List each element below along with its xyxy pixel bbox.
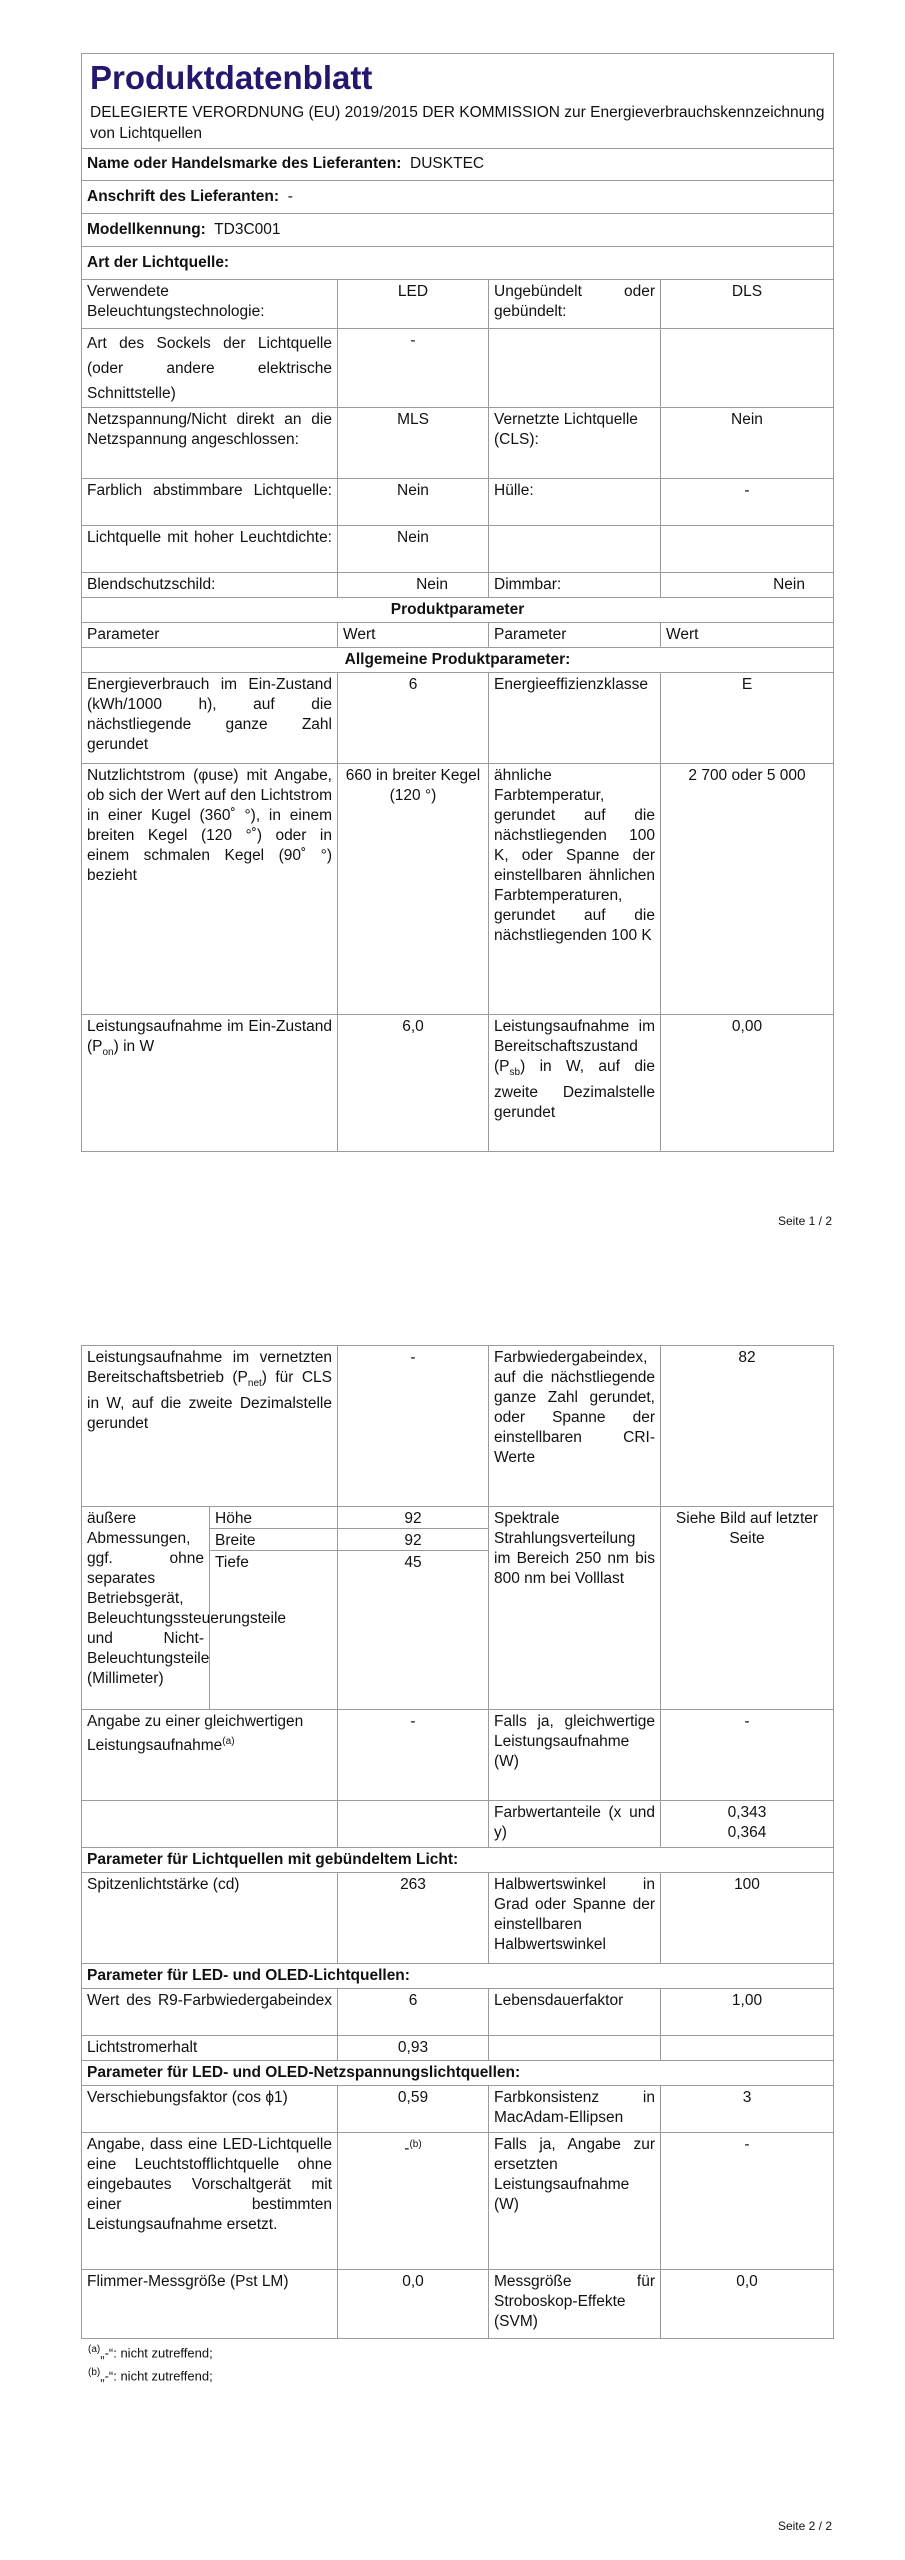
page-number: Seite 2 / 2 — [777, 2519, 832, 2533]
spectral-distribution-label: Spektrale Strahlungsverteilung im Bereich 250 nm bis 800 nm bei Volllast — [489, 1507, 661, 1709]
useful-flux-value: 660 in breiter Kegel (120 °) — [338, 764, 489, 1014]
equivalent-power-watts-value: - — [744, 1713, 750, 1730]
beam-angle-label: Halbwertswinkel in Grad oder Spanne der einstellbaren Halbwertswinkel — [489, 1873, 661, 1963]
row-value: MLS — [338, 408, 489, 478]
light-source-row — [82, 280, 833, 329]
replacement-row — [82, 2133, 833, 2270]
flicker-row — [82, 2270, 833, 2339]
row-value: LED — [338, 280, 489, 328]
datasheet-table-page-2 — [81, 1345, 834, 2339]
survival-factor-value: 1,00 — [731, 1992, 763, 2009]
model-row — [82, 214, 833, 247]
r9-value: 6 — [338, 1989, 489, 2035]
cri-label: Farbwiedergabeindex, auf die nächstliegende ganze Zahl gerundet, oder Spanne der einstellbaren CRI-Werte — [489, 1346, 661, 1506]
product-params-heading: Produktparameter — [390, 601, 525, 618]
footnote-a — [88, 2340, 213, 2363]
chromaticity-empty-2 — [338, 1801, 489, 1847]
replaced-power-value: - — [744, 2136, 750, 2153]
on-mode-power-subscript: on — [102, 1047, 114, 1059]
dimensions-label: äußere Abmessungen, ggf. ohne separates Betriebsgerät, Beleuchtungssteuerungsteile und Nicht-Beleuchtungsteile (Millimeter) — [82, 1507, 210, 1709]
row-value: Nein — [338, 479, 489, 525]
chromaticity-x: 0,343 — [727, 1804, 767, 1821]
general-params-heading: Allgemeine Produktparameter: — [344, 651, 571, 668]
networked-standby-text-2: ) für CLS in W, auf die zweite Dezimalstelle gerundet — [87, 1369, 332, 1433]
lumen-maintenance-empty-2 — [661, 2036, 833, 2060]
stroboscopic-label: Messgröße für Stroboskop-Effekte (SVM) — [489, 2270, 661, 2338]
equivalent-power-row — [82, 1710, 833, 1801]
r9-label: Wert des R9-Farbwiedergabeindex — [82, 1989, 338, 2035]
peak-intensity-value: 263 — [338, 1873, 489, 1963]
row-label-2: Vernetzte Lichtquelle (CLS): — [489, 408, 661, 478]
row-label-2 — [489, 329, 661, 407]
general-params-heading-row — [82, 648, 833, 673]
width-value: 92 — [338, 1529, 488, 1551]
equivalent-power-text: Angabe zu einer gleichwertigen Leistungsaufnahme — [87, 1713, 304, 1755]
row-label-2: Dimmbar: — [489, 573, 661, 597]
row-value: - — [338, 329, 489, 407]
flicker-value: 0,0 — [338, 2270, 489, 2338]
footnote-a-mark: (a) — [88, 2344, 101, 2355]
model-value: TD3C001 — [214, 221, 281, 238]
product-params-heading-row — [82, 598, 833, 623]
mains-heading: Parameter für LED- und OLED-Netzspannungslichtquellen: — [87, 2064, 521, 2081]
dimensions-values — [338, 1507, 489, 1709]
col-header-param-2: Parameter — [489, 623, 661, 647]
chromaticity-row — [82, 1801, 833, 1848]
row-value-2: - — [744, 482, 750, 499]
row-label: Farblich abstimmbare Lichtquelle: — [82, 479, 338, 525]
beam-angle-value: 100 — [734, 1876, 760, 1893]
replacement-claim-value — [338, 2133, 489, 2269]
equivalent-power-watts-label: Falls ja, gleichwertige Leistungsaufnahme (W) — [489, 1710, 661, 1800]
light-source-row — [82, 479, 833, 526]
led-heading: Parameter für LED- und OLED-Lichtquellen: — [87, 1967, 410, 1984]
width-label: Breite — [210, 1529, 337, 1551]
chromaticity-empty — [82, 1801, 338, 1847]
col-header-param: Parameter — [82, 623, 338, 647]
on-mode-power-text: Leistungsaufnahme im Ein-Zustand (P — [87, 1018, 332, 1055]
led-heading-row — [82, 1964, 833, 1989]
on-mode-power-text-2: ) in W — [113, 1038, 155, 1055]
supplier-name-value: DUSKTEC — [410, 155, 485, 172]
row-value-2: Nein — [731, 411, 763, 428]
r9-row — [82, 1989, 833, 2036]
row-value: Nein — [338, 526, 489, 572]
colour-consistency-value: 3 — [742, 2089, 752, 2106]
row-value-2 — [661, 329, 833, 407]
dimensions-row — [82, 1507, 833, 1710]
cct-label: ähnliche Farbtemperatur, gerundet auf die nächstliegenden 100 K, oder Spanne der einstellbaren ähnlichen Farbtemperaturen, gerundet auf die nächstliegenden 100 K — [489, 764, 661, 1014]
supplier-name-row — [82, 149, 833, 181]
peak-intensity-row — [82, 1873, 833, 1964]
displacement-factor-value: 0,59 — [338, 2086, 489, 2132]
replacement-claim-dash: - — [404, 2140, 410, 2158]
supplier-address-row — [82, 181, 833, 214]
peak-intensity-label: Spitzenlichtstärke (cd) — [82, 1873, 338, 1963]
cct-value: 2 700 oder 5 000 — [688, 767, 806, 784]
energy-class-value: E — [741, 676, 753, 693]
row-label-2: Hülle: — [489, 479, 661, 525]
useful-flux-label: Nutzlichtstrom (φuse) mit Angabe, ob sich der Wert auf den Lichtstrom in einer Kugel (360˚ °), in einem breiten Kegel (120 °˚) oder in einem schmalen Kegel (90˚ °) bezieht — [82, 764, 338, 1014]
standby-power-text: Leistungsaufnahme im Bereitschaftszustand (P — [494, 1018, 655, 1075]
survival-factor-label: Lebensdauerfaktor — [489, 1989, 661, 2035]
spectral-distribution-value: Siehe Bild auf letzter Seite — [675, 1510, 819, 1547]
footnote-a-text: „-“: nicht zutreffend; — [100, 2345, 213, 2361]
page-2 — [0, 1280, 905, 2560]
column-header-row — [82, 623, 833, 648]
replacement-footnote-ref: (b) — [409, 2139, 422, 2150]
equivalent-power-label — [82, 1710, 338, 1800]
model-label: Modellkennung: — [87, 221, 206, 238]
light-source-heading-row — [82, 247, 833, 280]
power-row — [82, 1015, 833, 1152]
flicker-label: Flimmer-Messgröße (Pst LM) — [82, 2270, 338, 2338]
networked-standby-row — [82, 1346, 833, 1507]
footnote-b — [88, 2363, 213, 2386]
energy-consumption-label: Energieverbrauch im Ein-Zustand (kWh/1000 h), auf die nächstliegende ganze Zahl gerundet — [82, 673, 338, 763]
colour-consistency-label: Farbkonsistenz in MacAdam-Ellipsen — [489, 2086, 661, 2132]
stroboscopic-value: 0,0 — [736, 2273, 758, 2290]
height-value: 92 — [338, 1507, 488, 1529]
row-label: Art des Sockels der Lichtquelle (oder andere elektrische Schnittstelle) — [82, 329, 338, 407]
page-title: Produktdatenblatt — [90, 59, 373, 96]
height-label: Höhe — [210, 1507, 337, 1529]
row-label: Lichtquelle mit hoher Leuchtdichte: — [82, 526, 338, 572]
energy-consumption-value: 6 — [338, 673, 489, 763]
row-label-2: Ungebündelt oder gebündelt: — [489, 280, 661, 328]
energy-class-label: Energieeffizienzklasse — [489, 673, 661, 763]
row-value-2: Nein — [773, 576, 805, 593]
row-value-2: DLS — [731, 283, 763, 300]
standby-power-subscript: sb — [509, 1067, 521, 1079]
standby-power-text-2: ) in W, auf die zweite Dezimalstelle gerundet — [494, 1058, 655, 1122]
lumen-maintenance-row — [82, 2036, 833, 2061]
footnote-b-mark: (b) — [88, 2367, 101, 2378]
displacement-row — [82, 2086, 833, 2133]
light-source-row — [82, 408, 833, 479]
row-label: Verwendete Beleuchtungstechnologie: — [82, 280, 338, 328]
directional-heading-row — [82, 1848, 833, 1873]
col-header-value: Wert — [338, 623, 489, 647]
light-source-row — [82, 526, 833, 573]
mains-heading-row — [82, 2061, 833, 2086]
depth-value: 45 — [404, 1554, 422, 1571]
replacement-claim-label: Angabe, dass eine LED-Lichtquelle eine Leuchtstofflichtquelle ohne eingebautes Vorschaltgerät mit einer bestimmten Leistungsaufnahme ersetzt. — [82, 2133, 338, 2269]
row-label: Blendschutzschild: — [82, 573, 338, 597]
row-value-2 — [661, 526, 833, 572]
chromaticity-values — [661, 1801, 833, 1847]
standby-power-label — [489, 1015, 661, 1151]
lumen-maintenance-value: 0,93 — [338, 2036, 489, 2060]
dimensions-cell — [82, 1507, 338, 1709]
col-header-value-2: Wert — [666, 626, 699, 643]
displacement-factor-label: Verschiebungsfaktor (cos ϕ1) — [82, 2086, 338, 2132]
networked-standby-value: - — [338, 1346, 489, 1506]
networked-standby-subscript: net — [247, 1378, 262, 1390]
supplier-address-label: Anschrift des Lieferanten: — [87, 188, 280, 205]
equivalent-power-value: - — [338, 1710, 489, 1800]
networked-standby-label — [82, 1346, 338, 1506]
light-source-row — [82, 329, 833, 408]
on-mode-power-label — [82, 1015, 338, 1151]
supplier-name-label: Name oder Handelsmarke des Lieferanten: — [87, 155, 402, 172]
light-source-heading: Art der Lichtquelle: — [87, 254, 230, 271]
supplier-address-value: - — [287, 188, 293, 205]
chromaticity-y: 0,364 — [727, 1824, 767, 1841]
chromaticity-label: Farbwertanteile (x und y) — [489, 1801, 661, 1847]
depth-label: Tiefe — [215, 1554, 249, 1571]
light-source-row — [82, 573, 833, 598]
datasheet-table-page-1 — [81, 53, 834, 1152]
standby-power-value: 0,00 — [731, 1018, 763, 1035]
equivalent-power-footnote-ref: (a) — [222, 1736, 235, 1747]
lumen-maintenance-empty — [489, 2036, 661, 2060]
regulation-subtitle: DELEGIERTE VERORDNUNG (EU) 2019/2015 DER KOMMISSION zur Energieverbrauchskennzeichnung von Lichtquellen — [90, 104, 825, 142]
flux-row — [82, 764, 833, 1015]
row-value: Nein — [338, 573, 489, 597]
row-label: Netzspannung/Nicht direkt an die Netzspannung angeschlossen: — [82, 408, 338, 478]
networked-standby-text: Leistungsaufnahme im vernetzten Bereitschaftsbetrieb (P — [87, 1349, 332, 1386]
footnote-b-text: „-“: nicht zutreffend; — [100, 2368, 213, 2384]
replaced-power-label: Falls ja, Angabe zur ersetzten Leistungsaufnahme (W) — [489, 2133, 661, 2269]
row-label-2 — [489, 526, 661, 572]
title-row — [82, 54, 833, 149]
on-mode-power-value: 6,0 — [338, 1015, 489, 1151]
cri-value: 82 — [738, 1349, 756, 1366]
directional-heading: Parameter für Lichtquellen mit gebündeltem Licht: — [87, 1851, 459, 1868]
dimensions-sublabels — [210, 1507, 337, 1709]
page-number: Seite 1 / 2 — [777, 1214, 832, 1228]
energy-row — [82, 673, 833, 764]
lumen-maintenance-label: Lichtstromerhalt — [82, 2036, 338, 2060]
